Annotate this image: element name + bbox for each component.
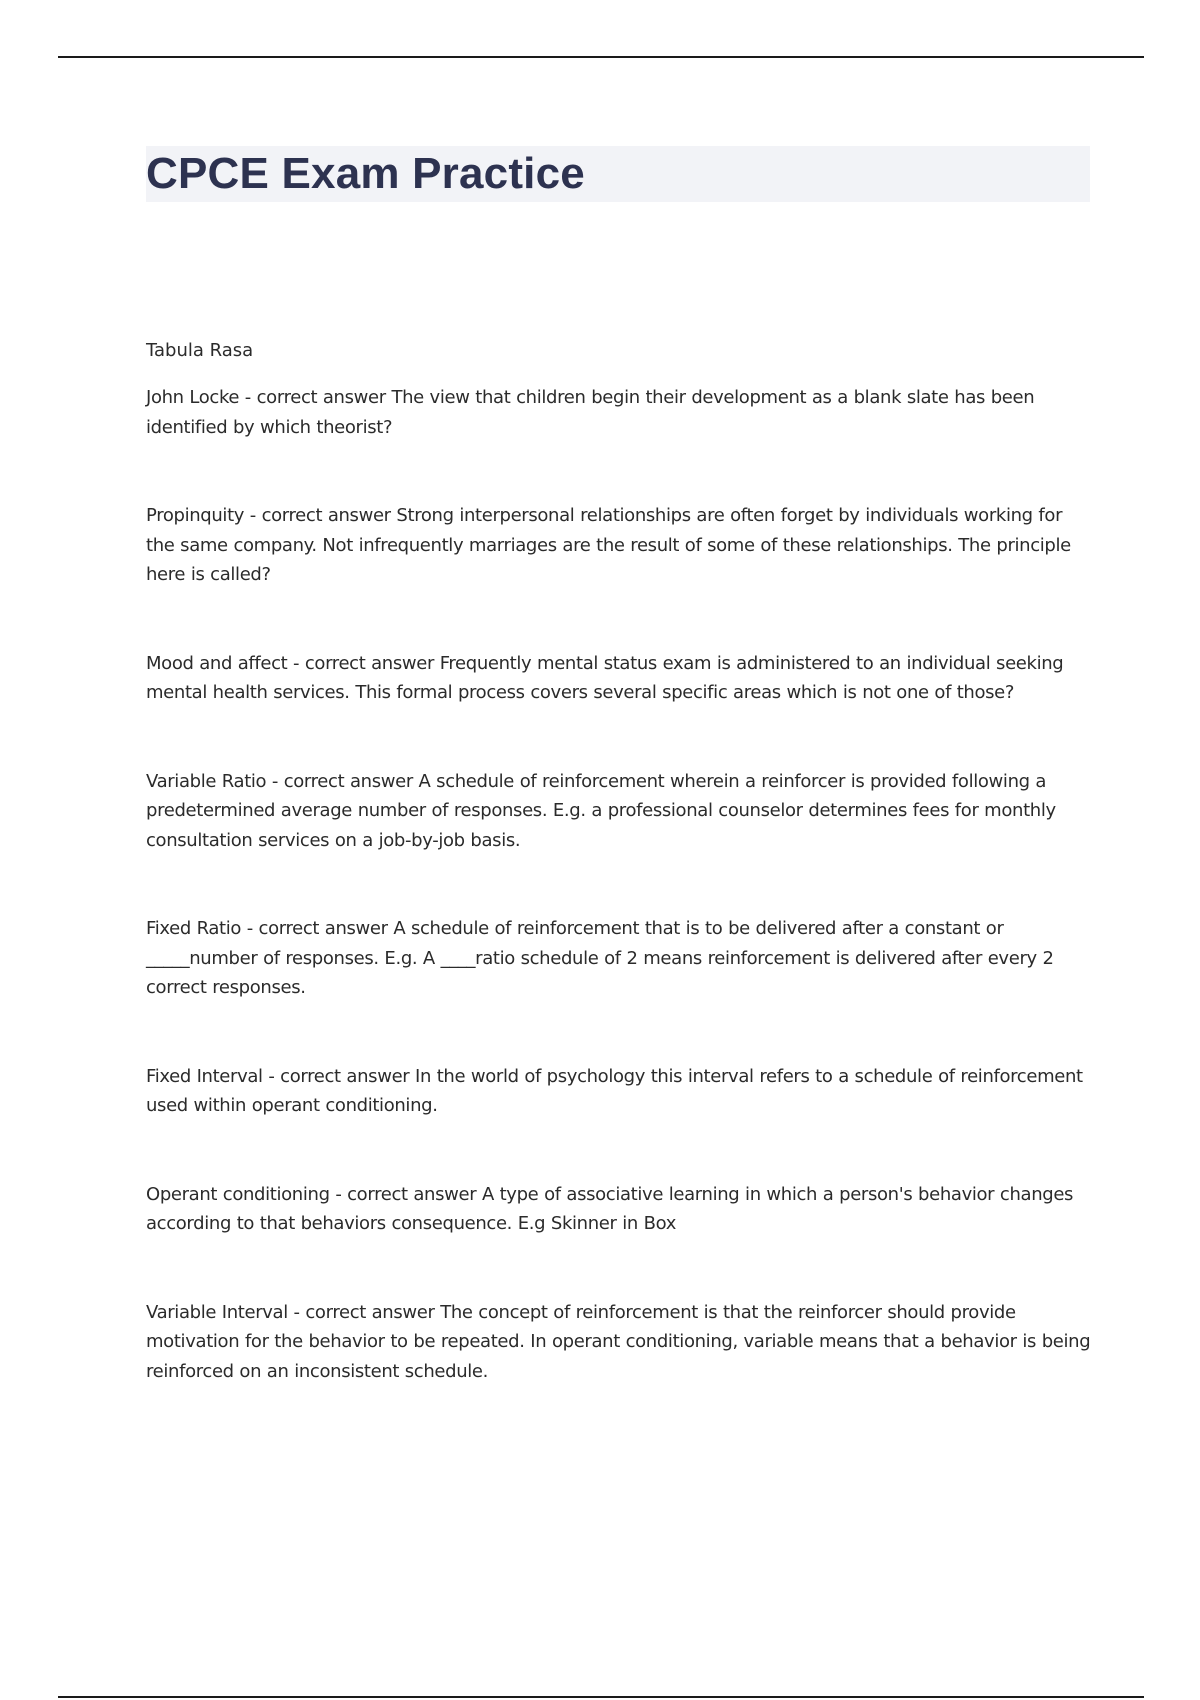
qa-entry: John Locke - correct answer The view that children begin their development as a blank slate has been identified by which theorist? bbox=[146, 387, 1035, 438]
page-title: CPCE Exam Practice bbox=[146, 149, 585, 198]
qa-entry: Fixed Interval - correct answer In the world of psychology this interval refers to a schedule of reinforcement used within operant conditioning. bbox=[146, 1065, 1083, 1116]
qa-entry: Propinquity - correct answer Strong interpersonal relationships are often forget by individuals working for the same company. Not infrequently marriages are the result of some of these relationships. The principle here is called? bbox=[146, 505, 1071, 585]
qa-entry: Variable Interval - correct answer The concept of reinforcement is that the reinforcer should provide motivation for the behavior to be repeated. In operant conditioning, variable means that a behavior is being reinforced on an inconsistent schedule. bbox=[146, 1301, 1091, 1382]
qa-entry: Variable Ratio - correct answer A schedule of reinforcement wherein a reinforcer is provided following a predetermined average number of responses. E.g. a professional counselor determines fees for monthly consultation services on a job-by-job basis. bbox=[146, 770, 1056, 851]
intro-text: Tabula Rasa bbox=[146, 340, 254, 361]
top-rule bbox=[58, 56, 1144, 58]
document-body bbox=[146, 336, 1096, 1445]
bottom-rule bbox=[58, 1696, 1144, 1698]
qa-entry: Fixed Ratio - correct answer A schedule of reinforcement that is to be delivered after a constant or _____number of responses. E.g. A ____ratio schedule of 2 means reinforcement is delivered after every 2 correct responses. bbox=[146, 918, 1054, 998]
qa-entry: Operant conditioning - correct answer A type of associative learning in which a person's behavior changes according to that behaviors consequence. E.g Skinner in Box bbox=[146, 1183, 1074, 1234]
qa-entry: Mood and affect - correct answer Frequently mental status exam is administered to an individual seeking mental health services. This formal process covers several specific areas which is not one of those? bbox=[146, 652, 1064, 703]
